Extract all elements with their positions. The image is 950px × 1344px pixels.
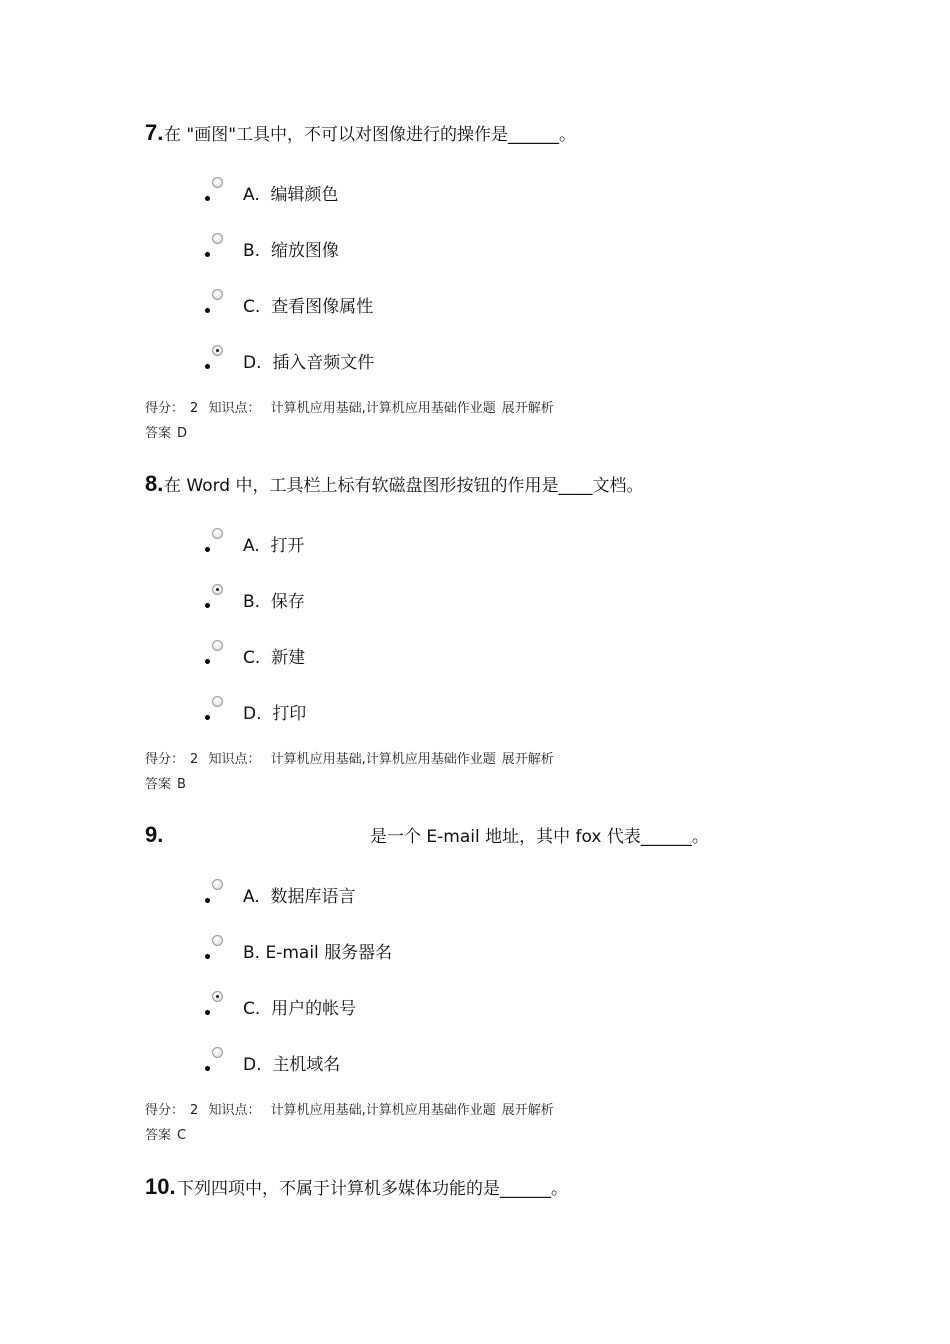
radio-button[interactable] (212, 233, 223, 244)
question-header (145, 822, 905, 862)
radio-button[interactable] (212, 289, 223, 300)
question-header (145, 1174, 905, 1214)
option-label: D. 打印 (243, 704, 307, 724)
score-line (145, 400, 560, 418)
question-header (145, 471, 905, 511)
answer-label: 答案 (145, 777, 172, 792)
option-label: B. E-mail 服务器名 (243, 943, 393, 963)
option-c[interactable] (205, 980, 805, 1036)
score-label: 得分： (145, 1103, 185, 1118)
option-a[interactable] (205, 517, 805, 573)
bullet-icon (205, 364, 210, 369)
knowledge-label: 知识点： (208, 1103, 261, 1118)
question-8 (145, 471, 905, 792)
expand-analysis-link[interactable]: 展开解析 (501, 401, 554, 416)
radio-button[interactable] (212, 879, 223, 890)
radio-button[interactable] (212, 640, 223, 651)
question-header (145, 120, 905, 160)
answer-line (145, 776, 192, 794)
option-label: C. 用户的帐号 (243, 999, 357, 1019)
options-list (205, 166, 805, 390)
question-10 (145, 1174, 905, 1214)
answer-line (145, 1127, 192, 1145)
option-c[interactable] (205, 629, 805, 685)
bullet-icon (205, 898, 210, 903)
radio-button[interactable] (212, 935, 223, 946)
answer-value: B (177, 777, 186, 792)
bullet-icon (205, 659, 210, 664)
radio-button[interactable] (212, 696, 223, 707)
option-label: C. 新建 (243, 648, 306, 668)
knowledge-label: 知识点： (208, 401, 261, 416)
option-label: D. 插入音频文件 (243, 353, 375, 373)
expand-analysis-link[interactable]: 展开解析 (501, 752, 554, 767)
bullet-icon (205, 1010, 210, 1015)
option-label: D. 主机域名 (243, 1055, 341, 1075)
radio-button-selected[interactable] (212, 584, 223, 595)
option-c[interactable] (205, 278, 805, 334)
knowledge-value: 计算机应用基础,计算机应用基础作业题 (270, 752, 496, 767)
radio-button[interactable] (212, 528, 223, 539)
score-value: 2 (190, 1103, 199, 1118)
options-list (205, 517, 805, 741)
score-line (145, 751, 560, 769)
bullet-icon (205, 603, 210, 608)
radio-button[interactable] (212, 177, 223, 188)
option-a[interactable] (205, 868, 805, 924)
question-number: 7. (145, 120, 164, 145)
question-text: 在 Word 中，工具栏上标有软磁盘图形按钮的作用是____文档。 (164, 476, 644, 496)
radio-button-selected[interactable] (212, 345, 223, 356)
option-label: B. 保存 (243, 592, 305, 612)
radio-button-selected[interactable] (212, 991, 223, 1002)
bullet-icon (205, 715, 210, 720)
question-9 (145, 822, 905, 1143)
bullet-icon (205, 1066, 210, 1071)
option-label: A. 打开 (243, 536, 305, 556)
bullet-icon (205, 196, 210, 201)
option-b[interactable] (205, 573, 805, 629)
option-label: A. 编辑颜色 (243, 185, 339, 205)
knowledge-value: 计算机应用基础,计算机应用基础作业题 (270, 1103, 496, 1118)
score-label: 得分： (145, 752, 185, 767)
score-line (145, 1102, 560, 1120)
option-label: C. 查看图像属性 (243, 297, 374, 317)
bullet-icon (205, 547, 210, 552)
question-number: 8. (145, 471, 164, 496)
bullet-icon (205, 954, 210, 959)
answer-value: D (177, 426, 188, 441)
radio-button[interactable] (212, 1047, 223, 1058)
question-7 (145, 120, 905, 441)
answer-value: C (177, 1128, 187, 1143)
answer-label: 答案 (145, 426, 172, 441)
option-d[interactable] (205, 334, 805, 390)
answer-label: 答案 (145, 1128, 172, 1143)
option-b[interactable] (205, 924, 805, 980)
option-a[interactable] (205, 166, 805, 222)
question-text: 下列四项中，不属于计算机多媒体功能的是______。 (177, 1179, 568, 1199)
expand-analysis-link[interactable]: 展开解析 (501, 1103, 554, 1118)
score-value: 2 (190, 752, 199, 767)
bullet-icon (205, 308, 210, 313)
option-label: B. 缩放图像 (243, 241, 339, 261)
score-value: 2 (190, 401, 199, 416)
question-text: 是一个 E-mail 地址，其中 fox 代表______。 (370, 827, 709, 847)
knowledge-label: 知识点： (208, 752, 261, 767)
score-label: 得分： (145, 401, 185, 416)
bullet-icon (205, 252, 210, 257)
question-text: 在 "画图"工具中，不可以对图像进行的操作是______。 (164, 125, 577, 145)
question-number: 9. (145, 822, 164, 847)
knowledge-value: 计算机应用基础,计算机应用基础作业题 (270, 401, 496, 416)
option-d[interactable] (205, 1036, 805, 1092)
option-d[interactable] (205, 685, 805, 741)
question-number: 10. (145, 1174, 176, 1199)
option-b[interactable] (205, 222, 805, 278)
option-label: A. 数据库语言 (243, 887, 356, 907)
answer-line (145, 425, 193, 443)
options-list (205, 868, 805, 1092)
